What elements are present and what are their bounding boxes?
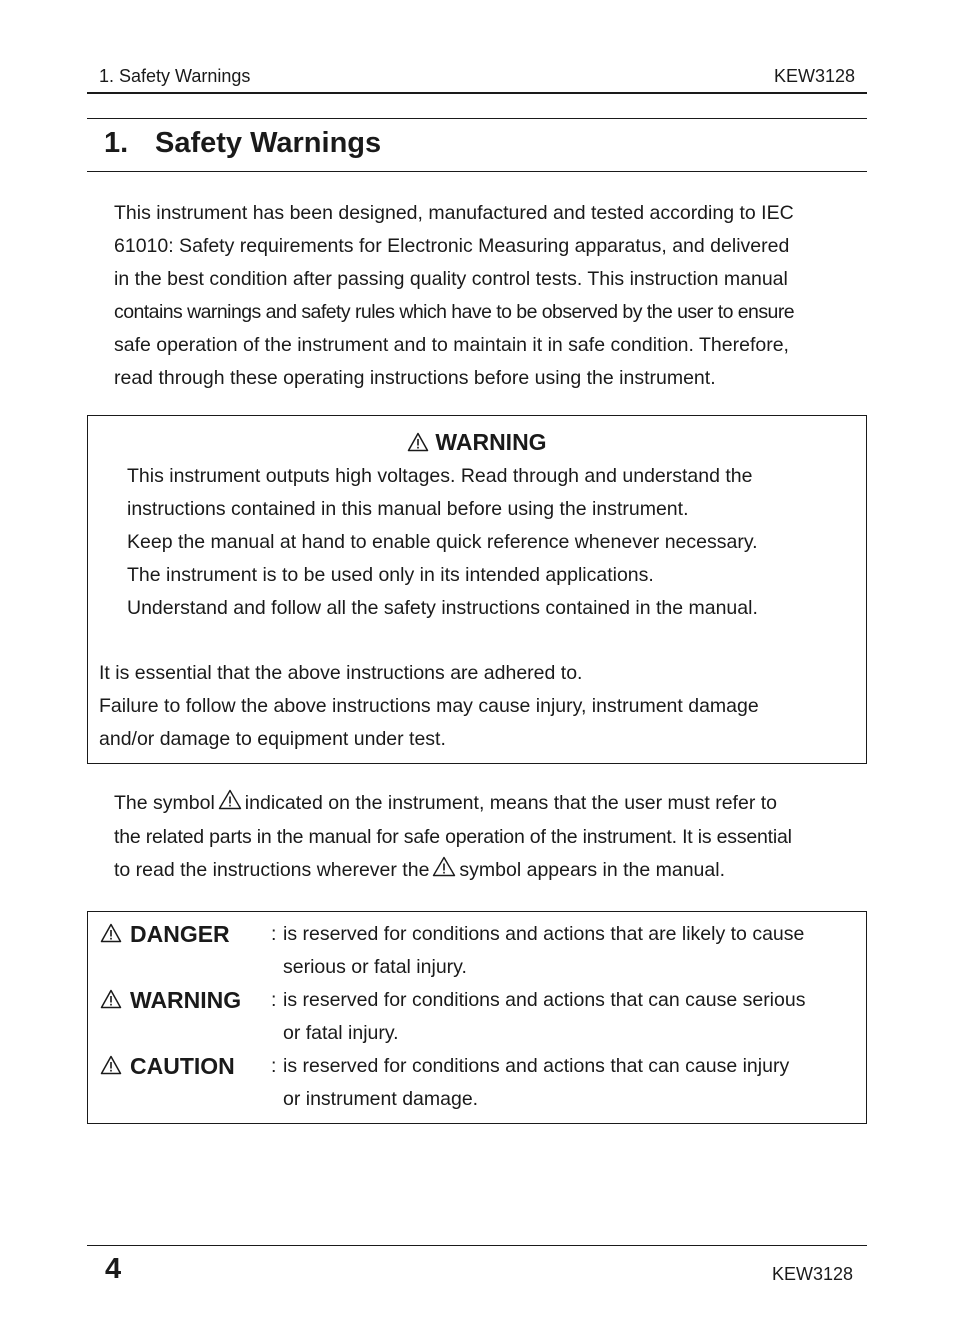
definition-description <box>283 984 856 1050</box>
symbol-paragraph <box>114 787 867 888</box>
header-rule <box>87 92 867 94</box>
warning-box-title <box>88 426 866 460</box>
section-title: Safety Warnings <box>155 127 382 159</box>
definition-description <box>283 1050 856 1116</box>
warning-triangle-icon <box>100 919 122 951</box>
title-rule-top <box>87 118 867 119</box>
warning-box <box>87 415 867 764</box>
warning-footer-line: and/or damage to equipment under test. <box>99 728 446 750</box>
warning-footer-line: Failure to follow the above instructions may cause injury, instrument damage <box>99 695 759 717</box>
warning-line: Keep the manual at hand to enable quick reference whenever necessary. <box>127 531 758 553</box>
symbol-text: to read the instructions wherever the <box>114 859 430 881</box>
definition-description <box>283 918 856 984</box>
page-number: 4 <box>105 1253 122 1285</box>
footer-rule <box>87 1245 867 1246</box>
signal-word-definitions <box>87 911 867 1124</box>
symbol-line: the related parts in the manual for safe operation of the instrument. It is essential <box>114 826 792 848</box>
warning-line: instructions contained in this manual before using the instrument. <box>127 498 689 520</box>
warning-line: The instrument is to be used only in its intended applications. <box>127 564 654 586</box>
definition-term <box>100 1050 235 1083</box>
intro-line: This instrument has been designed, manufactured and tested according to IEC <box>114 202 794 224</box>
intro-line: 61010: Safety requirements for Electronic Measuring apparatus, and delivered <box>114 235 790 257</box>
definition-line: or instrument damage. <box>283 1088 479 1110</box>
warning-line: This instrument outputs high voltages. Read through and understand the <box>127 465 753 487</box>
title-rule-bottom <box>87 171 867 172</box>
footer-model: KEW3128 <box>771 1264 853 1284</box>
symbol-text: The symbol <box>114 792 215 814</box>
symbol-text: symbol appears in the manual. <box>459 859 725 881</box>
warning-triangle-icon <box>218 788 242 821</box>
warning-triangle-icon <box>432 855 456 888</box>
definition-colon: : <box>271 1055 277 1077</box>
warning-triangle-icon <box>407 428 429 460</box>
running-header-section: 1. Safety Warnings <box>99 66 251 86</box>
page-title <box>104 127 381 160</box>
warning-box-title-text: WARNING <box>435 429 547 455</box>
running-header-model: KEW3128 <box>773 66 855 86</box>
definition-colon: : <box>271 923 277 945</box>
intro-paragraph <box>114 197 867 395</box>
definition-term <box>100 984 241 1017</box>
warning-line: Understand and follow all the safety instructions contained in the manual. <box>127 597 758 619</box>
intro-line: in the best condition after passing quality control tests. This instruction manual <box>114 268 788 290</box>
warning-box-instructions <box>127 460 855 625</box>
symbol-line <box>114 787 867 821</box>
warning-footer-line: It is essential that the above instructions are adhered to. <box>99 662 583 684</box>
warning-triangle-icon <box>100 985 122 1017</box>
definition-line: or fatal injury. <box>283 1022 399 1044</box>
definition-line: is reserved for conditions and actions that are likely to cause <box>283 923 805 945</box>
definition-term-text: CAUTION <box>130 1053 235 1079</box>
definition-line: serious or fatal injury. <box>283 956 467 978</box>
definition-term <box>100 918 230 951</box>
symbol-text: indicated on the instrument, means that the user must refer to <box>244 792 777 814</box>
warning-triangle-icon <box>100 1051 122 1083</box>
section-number: 1. <box>104 127 129 159</box>
intro-line: safe operation of the instrument and to maintain it in safe condition. Therefore, <box>114 334 789 356</box>
definition-line: is reserved for conditions and actions that can cause serious <box>283 989 806 1011</box>
warning-box-footer <box>99 657 855 756</box>
definition-colon: : <box>271 989 277 1011</box>
definition-term-text: DANGER <box>130 921 230 947</box>
definition-line: is reserved for conditions and actions that can cause injury <box>283 1055 790 1077</box>
intro-line: contains warnings and safety rules which have to be observed by the user to ensure <box>114 301 795 323</box>
symbol-line <box>114 854 867 888</box>
intro-line: read through these operating instructions before using the instrument. <box>114 367 716 389</box>
definition-term-text: WARNING <box>130 987 242 1013</box>
